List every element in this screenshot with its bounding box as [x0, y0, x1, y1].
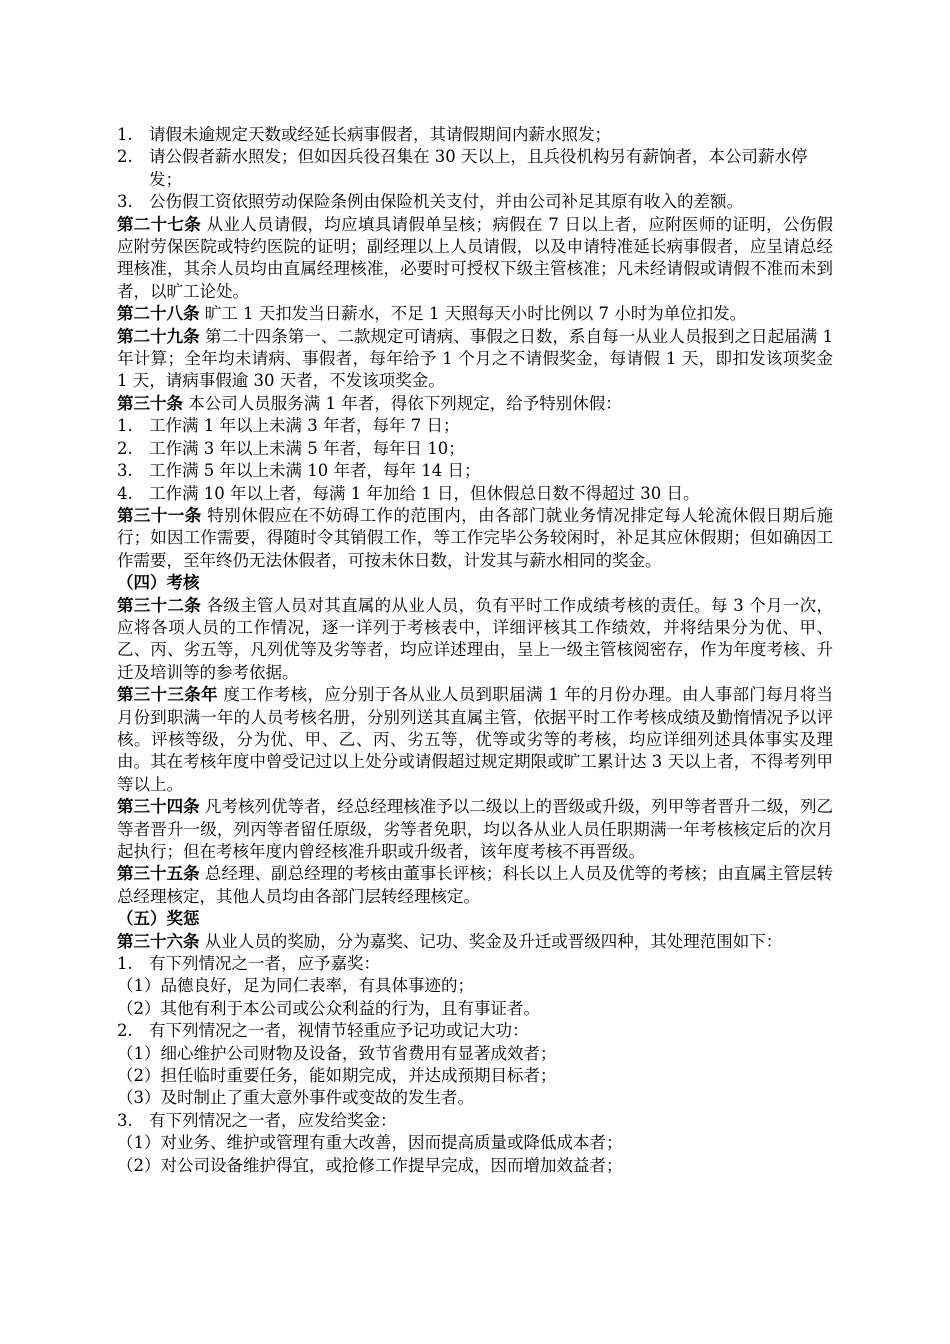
article-text: 各级主管人员对其直属的从业人员，负有平时工作成绩考核的责任。每 3 个月一次，应将各项人员的工作情况，逐一详列于考核表中，详细评核其工作绩效，并将结果分为优、甲、乙、丙、劣五等，凡列优等及劣等者，均应详述理由，呈上一级主管核阅密存，作为年度考核、升迁及培训等的参考依据。: [117, 595, 834, 682]
item-text: 工作满 1 年以上未满 3 年者，每年 7 日；: [149, 416, 460, 436]
item-number: 1.: [117, 125, 133, 144]
item-text: 工作满 10 年以上者，每满 1 年加给 1 日，但休假总日数不得超过 30 日。: [149, 483, 700, 503]
article-title: 第三十三条年: [117, 685, 218, 705]
sub-item: （1）细心维护公司财物及设备，致节省费用有显著成效者；: [117, 1043, 557, 1063]
sub-item: （2）担任临时重要任务，能如期完成，并达成预期目标者；: [117, 1066, 557, 1086]
numbered-item: [117, 1110, 833, 1132]
article-text: 特别休假应在不妨碍工作的范围内，由各部门就业务情况排定每人轮流休假日期后施行；如因工作需要，得随时令其销假工作，等工作完毕公务较闲时，补足其应休假期；但如确因工作需要，至年终仍无法休假者，可按未休日数，计发其与薪水相同的奖金。: [117, 505, 834, 570]
article-paragraph: [117, 595, 833, 685]
item-text: 公伤假工资依照劳动保险条例由保险机关支付，并由公司补足其原有收入的差额。: [149, 192, 743, 212]
article-paragraph: [117, 931, 833, 953]
article-text: 旷工 1 天扣发当日薪水，不足 1 天照每天小时比例以 7 小时为单位扣发。: [199, 304, 747, 324]
article-text: 从业人员的奖励，分为嘉奖、记功、奖金及升迁或晋级四种，其处理范围如下：: [199, 931, 783, 951]
numbered-item: [117, 438, 833, 460]
item-text: 有下列情况之一者，应发给奖金：: [149, 1110, 397, 1130]
article-title: 第三十二条: [117, 595, 202, 615]
item-number: 1.: [117, 954, 133, 974]
document-page: [117, 124, 833, 1177]
article-paragraph: [117, 393, 833, 415]
article-title: 第三十四条: [117, 797, 200, 817]
sub-item: （2）其他有利于本公司或公众利益的行为，且有事证者。: [117, 998, 540, 1018]
article-title: 第三十六条: [117, 931, 200, 951]
item-text: 有下列情况之一者，应予嘉奖：: [149, 954, 380, 974]
article-text: 总经理、副总经理的考核由董事长评核；科长以上人员及优等的考核；由直属主管层转总经理核定，其他人员均由各部门层转经理核定。: [117, 864, 834, 906]
numbered-item: [117, 953, 833, 975]
numbered-item: [117, 191, 833, 213]
numbered-item: [117, 124, 833, 146]
article-title: 第二十七条: [117, 214, 202, 234]
article-title: 第三十一条: [117, 505, 202, 525]
article-text: 本公司人员服务满 1 年者，得依下列规定，给予特别休假：: [183, 393, 622, 413]
numbered-item: [117, 415, 833, 437]
article-paragraph: [117, 326, 833, 393]
article-title: 第二十九条: [117, 326, 200, 346]
article-title: 第三十五条: [117, 864, 200, 884]
item-number: 4.: [117, 483, 133, 503]
item-text: 请假未逾规定天数或经延长病事假者，其请假期间内薪水照发；: [149, 125, 611, 144]
numbered-item: [117, 483, 833, 505]
numbered-item: [117, 1020, 833, 1042]
item-number: 2.: [117, 438, 133, 458]
section-heading: （四）考核: [117, 573, 200, 593]
sub-item: （1）对业务、维护或管理有重大改善，因而提高质量或降低成本者；: [117, 1133, 623, 1153]
article-paragraph: [117, 505, 833, 572]
item-number: 3.: [117, 192, 133, 212]
item-number: 2.: [117, 147, 133, 167]
sub-item: （1）品德良好，足为同仁表率，有具体事迹的；: [117, 976, 474, 996]
section-heading: （五）奖惩: [117, 909, 200, 929]
article-paragraph: [117, 303, 833, 325]
article-paragraph: [117, 684, 833, 796]
item-text: 有下列情况之一者，视情节轻重应予记功或记大功：: [149, 1021, 529, 1041]
article-paragraph: [117, 214, 833, 304]
article-paragraph: [117, 796, 833, 863]
article-title: 第三十条: [117, 393, 183, 413]
sub-item: （3）及时制止了重大意外事件或变故的发生者。: [117, 1088, 474, 1108]
item-number: 1.: [117, 416, 133, 436]
article-text: 从业人员请假，均应填具请假单呈核；病假在 7 日以上者，应附医师的证明，公伤假应附劳保医院或特约医院的证明；副经理以上人员请假，以及申请特准延长病事假者，应呈请总经理核准，其余人员均由直属经理核准，必要时可授权下级主管核准；凡未经请假或请假不准而未到者，以旷工论处。: [117, 214, 834, 301]
article-text: 凡考核列优等者，经总经理核准予以二级以上的晋级或升级，列甲等者晋升二级，列乙等者晋升一级，列丙等者留任原级，劣等者免职，均以各从业人员任职期满一年考核核定后的次月起执行；但在考核年度内曾经核准升职或升级者，该年度考核不再晋级。: [117, 797, 834, 861]
article-text: 第二十四条第一、二款规定可请病、事假之日数，系自每一从业人员报到之日起届满 1 年计算；全年均未请病、事假者，每年给予 1 个月之不请假奖金，每请假 1 天，即扣发该项奖金 1 天，请病事假逾 30 天者，不发该项奖金。: [117, 326, 833, 391]
item-number: 3.: [117, 1110, 133, 1130]
item-number: 2.: [117, 1021, 133, 1041]
sub-item: （2）对公司设备维护得宜，或抢修工作提早完成，因而增加效益者；: [117, 1155, 623, 1175]
article-title: 第二十八条: [117, 304, 200, 324]
numbered-item: [117, 146, 833, 191]
numbered-item: [117, 460, 833, 482]
item-text: 请公假者薪水照发；但如因兵役召集在 30 天以上，且兵役机构另有薪饷者，本公司薪水停发；: [149, 147, 808, 189]
item-text: 工作满 5 年以上未满 10 年者，每年 14 日；: [149, 461, 481, 481]
article-text: 度工作考核，应分别于各从业人员到职届满 1 年的月份办理。由人事部门每月将当月份到职满一年的人员考核名册，分别列送其直属主管，依据平时工作考核成绩及勤惰情况予以评核。评核等级，分为优、甲、乙、丙、劣五等，优等或劣等的考核，均应详细列述具体事实及理由。其在考核年度中曾受记过以上处分或请假超过规定期限或旷工累计达 3 天以上者，不得考列甲等以上。: [117, 685, 834, 794]
article-paragraph: [117, 863, 833, 908]
item-number: 3.: [117, 461, 133, 481]
item-text: 工作满 3 年以上未满 5 年者，每年日 10；: [149, 438, 465, 458]
